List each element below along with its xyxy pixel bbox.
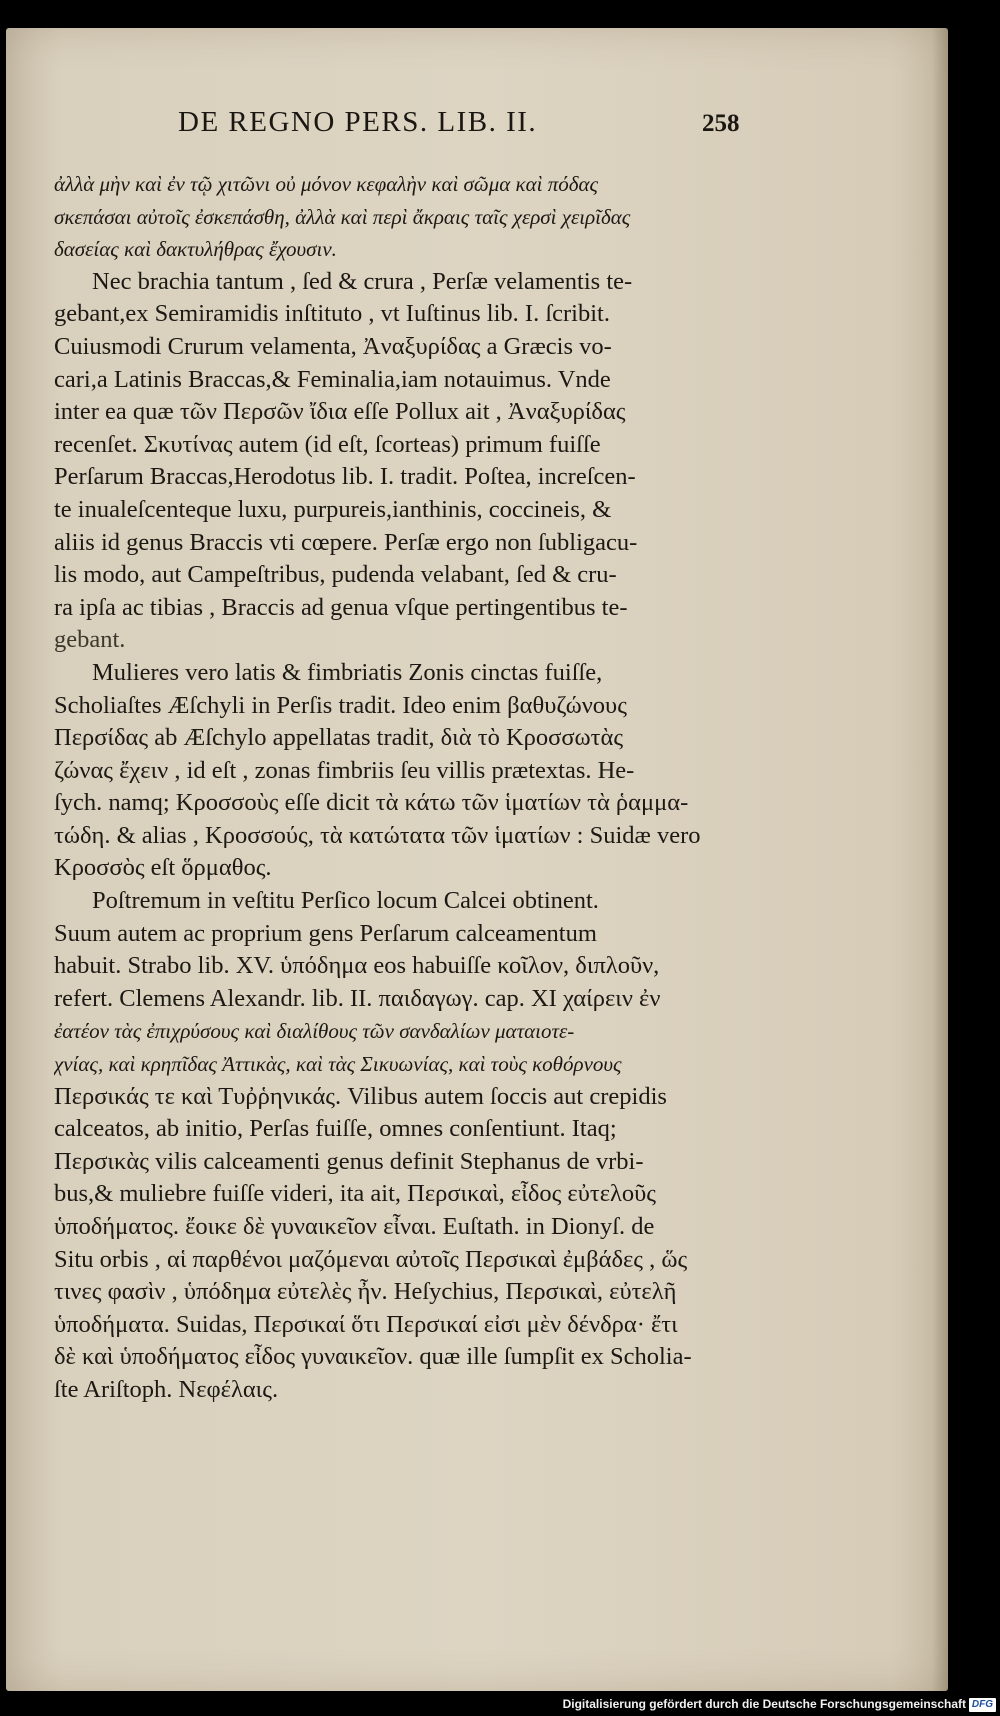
book-page [6, 28, 948, 1691]
page-number: 258 [702, 110, 740, 137]
text-line: δασείας καὶ δακτυλήθρας ἔχουσιν. [54, 237, 337, 262]
text-line: σκεπάσαι αὐτοῖς ἐσκεπάσθη, ἀλλὰ καὶ περὶ ἄκραις ταῖς χερσὶ χειρῖδας [54, 204, 631, 229]
text-line: ἐατέον τὰς ἐπιχρύσους καὶ διαλίθους τῶν σανδαλίων ματαιοτε- [54, 1019, 575, 1044]
text-line: aliis id genus Braccis vti cœpere. Perſæ ergo non ſubligacu- [54, 528, 638, 556]
body-text [54, 168, 744, 1407]
text-line: ἀλλὰ μὴν καὶ ἐν τῷ χιτῶνι οὐ μόνον κεφαλὴν καὶ σῶμα καὶ πόδας [54, 172, 599, 196]
funding-credit: Digitalisierung gefördert durch die Deutsche Forschungsgemeinschaft [562, 1697, 966, 1711]
text-line: ra ipſa ac tibias , Braccis ad genua vſque pertingentibus te- [54, 593, 628, 621]
text-line: calceatos, ab initio, Perſas fuiſſe, omnes conſentiunt. Itaq; [54, 1115, 617, 1143]
text-line: Suum autem ac proprium gens Perſarum calceamentum [54, 919, 597, 947]
text-line: Περσίδας ab Æſchylo appellatas tradit, διὰ τὸ Κροσσωτὰς [54, 724, 624, 752]
running-head: DE REGNO PERS. LIB. II. [178, 106, 538, 138]
footer-bar [0, 1694, 1000, 1716]
text-line: τινες φασὶν , ὑπόδημα εὐτελὲς ἦν. Heſychius, Περσικαὶ, εὐτελῆ [54, 1278, 677, 1306]
text-line: gebant. [54, 626, 126, 654]
text-line: te inualeſcenteque luxu, purpureis,ianthinis, coccineis, & [54, 495, 612, 523]
text-line: Περσικάς τε καὶ Τυῤῥηνικάς. Vilibus autem ſoccis aut crepidis [54, 1082, 667, 1110]
text-line: τώδη. & alias , Κροσσούς, τὰ κατώτατα τῶν ἱματίων : Suidæ vero [54, 821, 701, 849]
text-line: ὑποδήματος. ἔοικε δὲ γυναικεῖον εἶναι. Euſtath. in Dionyſ. de [54, 1213, 655, 1240]
text-line: refert. Clemens Alexandr. lib. II. παιδαγωγ. cap. XI χαίρειν ἐν [54, 984, 661, 1012]
text-line: ſych. namq; Κροσσοὺς eſſe dicit τὰ κάτω τῶν ἱματίων τὰ ῥαμμα- [54, 789, 689, 817]
text-line: Nec brachia tantum , ſed & crura , Perſæ velamentis te- [92, 267, 633, 295]
text-line: Cuiusmodi Crurum velamenta, Ἀναξυρίδας a Græcis vo- [54, 332, 612, 360]
text-line: Κροσσὸς eſt ὅρμαθος. [54, 854, 272, 882]
text-line: lis modo, aut Campeſtribus, pudenda velabant, ſed & cru- [54, 561, 617, 589]
text-line: χνίας, καὶ κρηπῖδας Ἀττικὰς, καὶ τὰς Σικυωνίας, καὶ τοὺς κοθόρνους [54, 1052, 622, 1077]
text-line: Perſarum Braccas,Herodotus lib. I. tradit. Poſtea, increſcen- [54, 463, 636, 491]
text-line: Scholiaſtes Æſchyli in Perſis tradit. Ideo enim βαθυζώνους [54, 691, 627, 719]
text-line: ὑποδήματα. Suidas, Περσικαί ὅτι Περσικαί εἰσι μὲν δένδρα· ἔτι [54, 1310, 678, 1338]
text-line: inter ea quæ τῶν Περσῶν ἴδια eſſe Pollux ait , Ἀναξυρίδας [54, 398, 626, 426]
text-line: gebant,ex Semiramidis inſtituto , vt Iuſtinus lib. I. ſcribit. [54, 300, 610, 328]
dfg-logo: DFG [969, 1698, 996, 1712]
text-line: recenſet. Σκυτίνας autem (id eſt, ſcorteas) primum fuiſſe [54, 430, 601, 458]
text-line: δὲ καὶ ὑποδήματος εἶδος γυναικεῖον. quæ ille ſumpſit ex Scholia- [54, 1343, 692, 1371]
text-line: ſte Ariſtoph. Νεφέλαις. [54, 1375, 279, 1403]
text-line: ζώνας ἔχειν , id eſt , zonas fimbriis ſeu villis prætextas. He- [54, 756, 635, 784]
text-line: Περσικὰς vilis calceamenti genus definit Stephanus de vrbi- [54, 1147, 644, 1175]
text-line: Mulieres vero latis & fimbriatis Zonis cinctas fuiſſe, [92, 658, 603, 686]
text-line: Poſtremum in veſtitu Perſico locum Calcei obtinent. [92, 887, 599, 915]
page-edge-shadow [932, 28, 948, 1691]
text-line: habuit. Strabo lib. XV. ὑπόδημα eos habuiſſe κοῖλον, διπλοῦν, [54, 952, 660, 980]
text-line: cari,a Latinis Braccas,& Feminalia,iam notauimus. Vnde [54, 365, 611, 393]
text-line: bus,& muliebre fuiſſe videri, ita ait, Περσικαὶ, εἶδος εὐτελοῦς [54, 1180, 656, 1208]
text-line: Situ orbis , αἱ παρθένοι μαζόμεναι αὐτοῖς Περσικαὶ ἐμβάδες , ὥς [54, 1245, 688, 1273]
